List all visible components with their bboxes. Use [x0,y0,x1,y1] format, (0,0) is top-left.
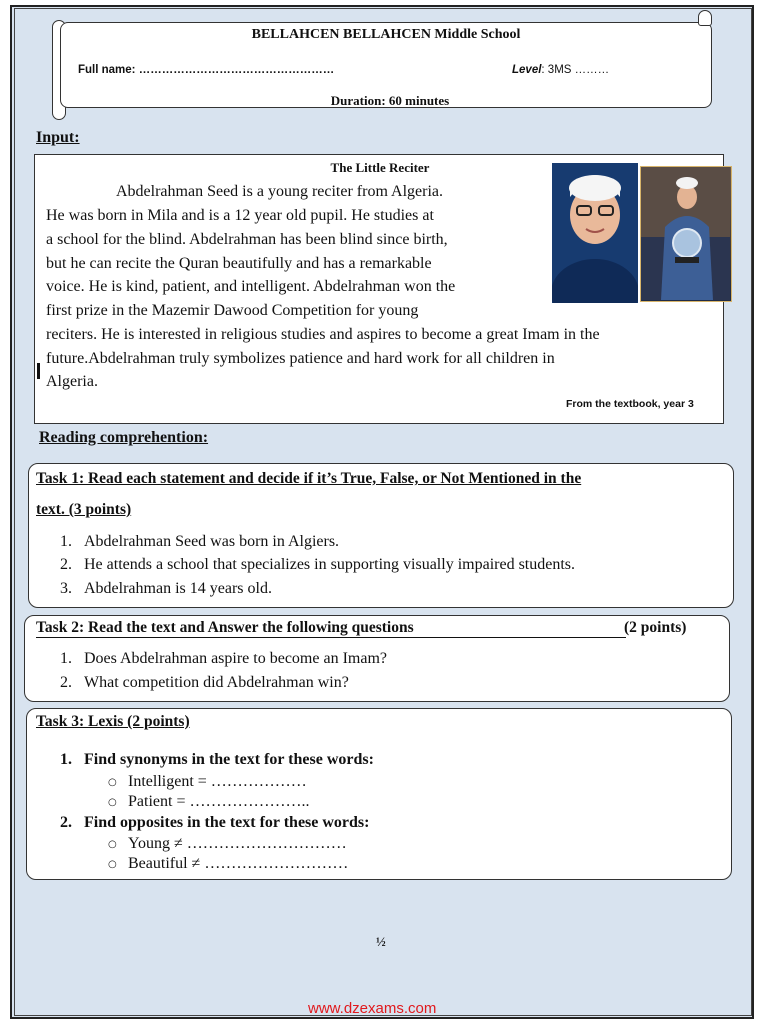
scroll-curl-right [698,10,712,26]
passage-source: From the textbook, year 3 [566,398,694,410]
level-label: Level [512,64,542,76]
circle-bullet-icon: ○ [108,838,117,850]
level-value: : 3MS ……… [541,64,610,76]
task1-item-text: Abdelrahman Seed was born in Algiers. [84,533,340,550]
task3-question-text: Find synonyms in the text for these words: [84,751,374,768]
task1-title-cont: text. (3 points) [36,501,132,518]
task3-title: Task 3: Lexis (2 points) [36,713,190,730]
task3-question: 2. Find opposites in the text for these words: [60,814,370,831]
reciter-portrait-photo [552,163,638,303]
task1-item: 2. He attends a school that specializes in supporting visually impaired students. [60,556,576,573]
passage-line: Algeria. [46,373,98,390]
task3-question: 1. Find synonyms in the text for these words: [60,751,374,768]
school-name: BELLAHCEN BELLAHCEN Middle School [251,27,521,42]
task2-title [36,619,414,637]
duration: Duration: 60 minutes [330,93,450,108]
task3-sub-item [108,835,347,853]
task1-item-text: He attends a school that specializes in supporting visually impaired students. [84,556,576,573]
task3-sub-item [108,793,309,811]
task2-title-text: Task 2: Read the text and Answer the following questions [36,619,414,636]
reciter-award-photo [640,166,732,302]
full-name-field: Full name: …………………………………………… [78,64,335,76]
task3-sub-item [108,773,307,791]
task3-sub-item-text: Young ≠ ………………………… [128,835,347,852]
passage-line: first prize in the Mazemir Dawood Competition for young [46,302,419,319]
text-cursor [37,363,40,379]
reading-heading: Reading comprehention: [39,429,209,446]
task1-item-text: Abdelrahman is 14 years old. [84,580,272,597]
task2-item: 2. What competition did Abdelrahman win? [60,674,349,691]
passage-line: He was born in Mila and is a 12 year old pupil. He studies at [46,207,434,224]
task2-item-text: What competition did Abdelrahman win? [84,674,349,691]
task1-item: 1. Abdelrahman Seed was born in Algiers. [60,533,340,550]
circle-bullet-icon: ○ [108,796,117,808]
input-heading: Input: [36,129,80,146]
passage-line: Abdelrahman Seed is a young reciter from Algeria. [116,183,443,200]
task1-title: Task 1: Read each statement and decide if it’s True, False, or Not Mentioned in the [36,470,582,487]
footer-url[interactable]: www.dzexams.com [308,1000,437,1017]
level-field [512,64,609,76]
task3-question-text: Find opposites in the text for these words: [84,814,370,831]
circle-bullet-icon: ○ [108,858,117,870]
task2-title-underline [36,637,626,638]
task3-sub-item [108,855,348,873]
passage-line: voice. He is kind, patient, and intelligent. Abdelrahman won the [46,278,456,295]
passage-title: The Little Reciter [330,160,430,175]
task2-item-text: Does Abdelrahman aspire to become an Imam? [84,650,387,667]
task3-sub-item-text: Patient = ………………….. [128,793,310,810]
page-number: ½ [376,934,386,949]
task3-sub-item-text: Intelligent = ……………… [128,773,307,790]
task2-item: 1. Does Abdelrahman aspire to become an Imam? [60,650,387,667]
circle-bullet-icon: ○ [108,776,117,788]
passage-line: a school for the blind. Abdelrahman has been blind since birth, [46,231,448,248]
passage-line: reciters. He is interested in religious studies and aspires to become a great Imam in the [46,326,600,343]
passage-line: but he can recite the Quran beautifully and has a remarkable [46,255,432,272]
task3-sub-item-text: Beautiful ≠ ……………………… [128,855,349,872]
task1-item: 3. Abdelrahman is 14 years old. [60,580,272,597]
task2-points: (2 points) [624,619,687,636]
passage-line: future.Abdelrahman truly symbolizes patience and hard work for all children in [46,350,555,367]
